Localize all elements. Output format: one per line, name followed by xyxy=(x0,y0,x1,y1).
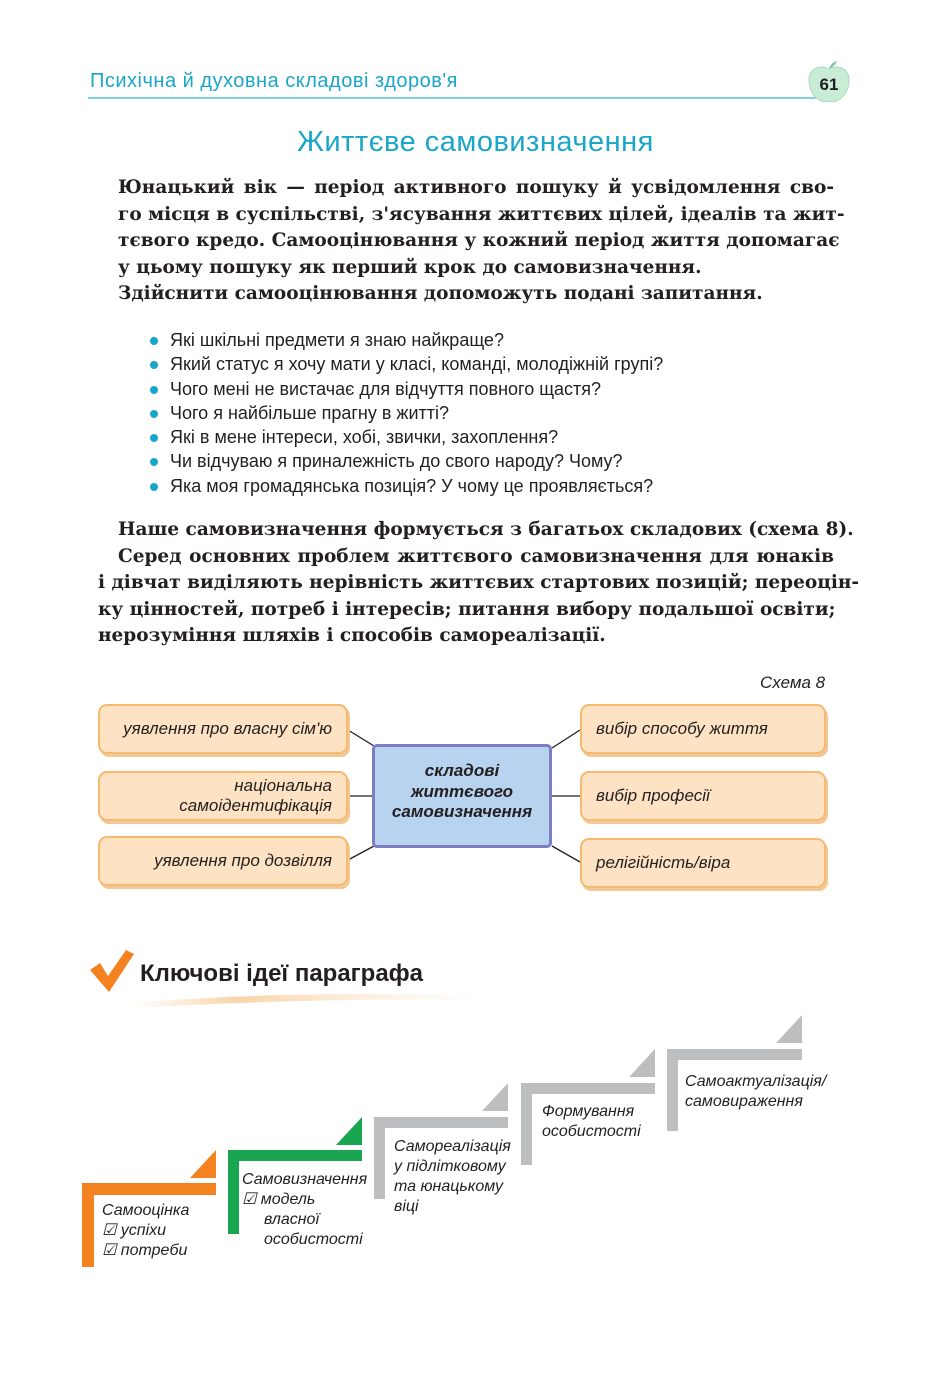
paragraph-line: нерозуміння шляхів і способів самореалізації. xyxy=(98,625,606,646)
list-item: Які в мене інтереси, хобі, звички, захоплення? xyxy=(148,425,663,449)
schema-box-lifestyle: вибір способу життя xyxy=(580,704,826,754)
page-number: 61 xyxy=(819,75,839,94)
step-4-text: Формування особистості xyxy=(542,1103,641,1140)
step-5-arrow xyxy=(776,1015,802,1043)
schema-center-box: складові життєвого самовизначення xyxy=(372,744,552,848)
paragraph-line: Юнацький вік — період активного пошуку й усвідомлення сво- xyxy=(118,177,834,198)
schema-box-religion: релігійність/віра xyxy=(580,838,826,888)
list-item: Чого мені не вистачає для відчуття повного щастя? xyxy=(148,377,663,401)
step-3-arrow xyxy=(482,1083,508,1111)
step-2-bar xyxy=(228,1150,362,1161)
schema-box-national-identity: національна самоідентифікація xyxy=(98,771,348,821)
schema-box-leisure: уявлення про дозвілля xyxy=(98,836,348,886)
paragraph-line: тєвого кредо. Самооцінювання у кожний період життя допомагає xyxy=(118,230,840,251)
step-1-bar xyxy=(82,1183,216,1195)
checkbox-checked-icon: ☑ xyxy=(102,1222,117,1239)
paragraph-line: ку цінностей, потреб і інтересів; питання вибору подальшої освіти; xyxy=(98,598,836,620)
checkbox-checked-icon: ☑ xyxy=(102,1242,117,1259)
list-item: Чи відчуваю я приналежність до свого народу? Чому? xyxy=(148,449,663,473)
section-title: Життєве самовизначення xyxy=(297,126,654,158)
running-header: Психічна й духовна складові здоров'я xyxy=(90,70,459,92)
checkbox-checked-icon: ☑ xyxy=(242,1191,257,1208)
paragraph-line: Серед основних проблем життєвого самовизначення для юнаків xyxy=(118,545,834,567)
paragraph-line: і дівчат виділяють нерівність життєвих стартових позицій; переоцін- xyxy=(98,572,860,593)
list-item: Чого я найбільше прагну в житті? xyxy=(148,401,663,425)
step-3-text: Самореалізація у підлітковому та юнацькому віці xyxy=(394,1138,511,1215)
step-1-text: Самооцінка ☑ успіхи ☑ потреби xyxy=(102,1202,190,1259)
paragraph-line: го місця в суспільстві, з'ясування життєвих цілей, ідеалів та жит- xyxy=(118,203,845,225)
step-2-text: Самовизначення ☑ модель власної особистості xyxy=(242,1171,368,1248)
key-ideas-title: Ключові ідеї параграфа xyxy=(140,960,424,987)
step-1-arrow xyxy=(190,1150,216,1178)
schema-caption: Схема 8 xyxy=(760,673,826,692)
step-4-bar xyxy=(521,1083,655,1094)
list-item: Яка моя громадянська позиція? У чому це проявляється? xyxy=(148,474,663,498)
paragraph-line: Здійснити самооцінювання допоможуть подані запитання. xyxy=(118,283,763,304)
step-3-bar xyxy=(374,1117,508,1128)
step-5-text: Самоактуалізація/ самовираження xyxy=(685,1073,827,1110)
schema-box-profession: вибір професії xyxy=(580,771,826,821)
paragraph-line: у цьому пошуку як перший крок до самовизначення. xyxy=(118,256,702,278)
step-5-bar xyxy=(667,1049,802,1060)
list-item: Який статус я хочу мати у класі, команді, молодіжній групі? xyxy=(148,352,663,376)
step-4-arrow xyxy=(629,1049,655,1077)
schema-box-family: уявлення про власну сім'ю xyxy=(98,704,348,754)
list-item: Які шкільні предмети я знаю найкраще? xyxy=(148,328,663,352)
paragraph-line: Наше самовизначення формується з багатьох складових (схема 8). xyxy=(118,519,854,540)
step-2-arrow xyxy=(336,1117,362,1145)
